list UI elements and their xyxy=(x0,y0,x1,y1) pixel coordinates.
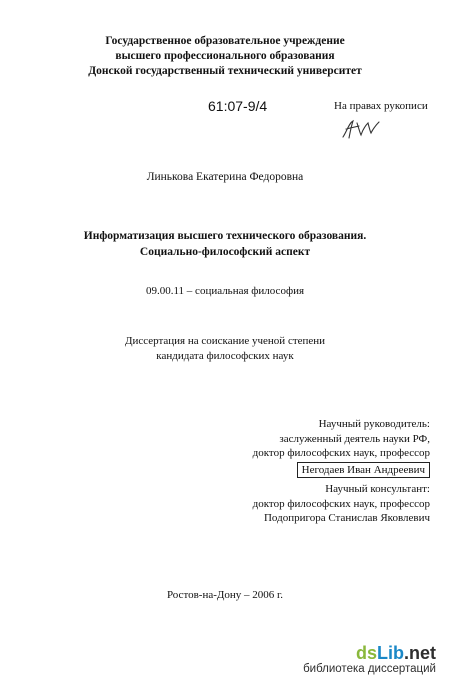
manuscript-rights: На правах рукописи xyxy=(334,100,428,112)
dslib-watermark xyxy=(303,644,436,677)
author-name: Линькова Екатерина Федоровна xyxy=(146,171,304,183)
supervisor-line-2: доктор философских наук, профессор xyxy=(252,447,430,459)
logo-net: .net xyxy=(403,643,436,663)
supervisor-name: Негодаев Иван Андреевич xyxy=(297,462,430,479)
city-year: Ростов-на-Дону – 2006 г. xyxy=(166,589,284,601)
institution-line-1: Государственное образовательное учреждение xyxy=(105,35,345,47)
supervisor-line-1: заслуженный деятель науки РФ, xyxy=(279,432,430,445)
specialty: 09.00.11 – социальная философия xyxy=(145,285,305,297)
dissertation-title xyxy=(0,228,450,260)
consultant-line-1: доктор философских наук, профессор xyxy=(252,497,430,510)
supervisor-heading: Научный руководитель: xyxy=(318,418,430,430)
watermark-logo xyxy=(303,644,436,662)
institution-line-2: высшего профессионального образования xyxy=(115,50,335,62)
institution-line-3: Донской государственный технический университет xyxy=(88,65,362,77)
institution-header xyxy=(0,34,450,79)
consultant-block xyxy=(253,482,430,526)
logo-lib: Lib xyxy=(376,643,404,663)
watermark-subtitle: библиотека диссертаций xyxy=(303,663,436,675)
consultant-name: Подопригора Станислав Яковлевич xyxy=(263,512,430,524)
dissertation-degree xyxy=(0,334,450,364)
supervisor-block xyxy=(253,417,430,478)
logo-ds: ds xyxy=(355,643,377,663)
degree-line-2: кандидата философских наук xyxy=(156,350,294,362)
consultant-heading: Научный консультант: xyxy=(325,483,430,495)
handwritten-signature xyxy=(339,117,383,141)
title-line-1: Информатизация высшего технического образования. xyxy=(83,230,367,242)
title-line-2: Социально-философский аспект xyxy=(139,246,311,258)
library-code: 61:07-9/4 xyxy=(208,98,268,114)
degree-line-1: Диссертация на соискание ученой степени xyxy=(124,335,326,347)
